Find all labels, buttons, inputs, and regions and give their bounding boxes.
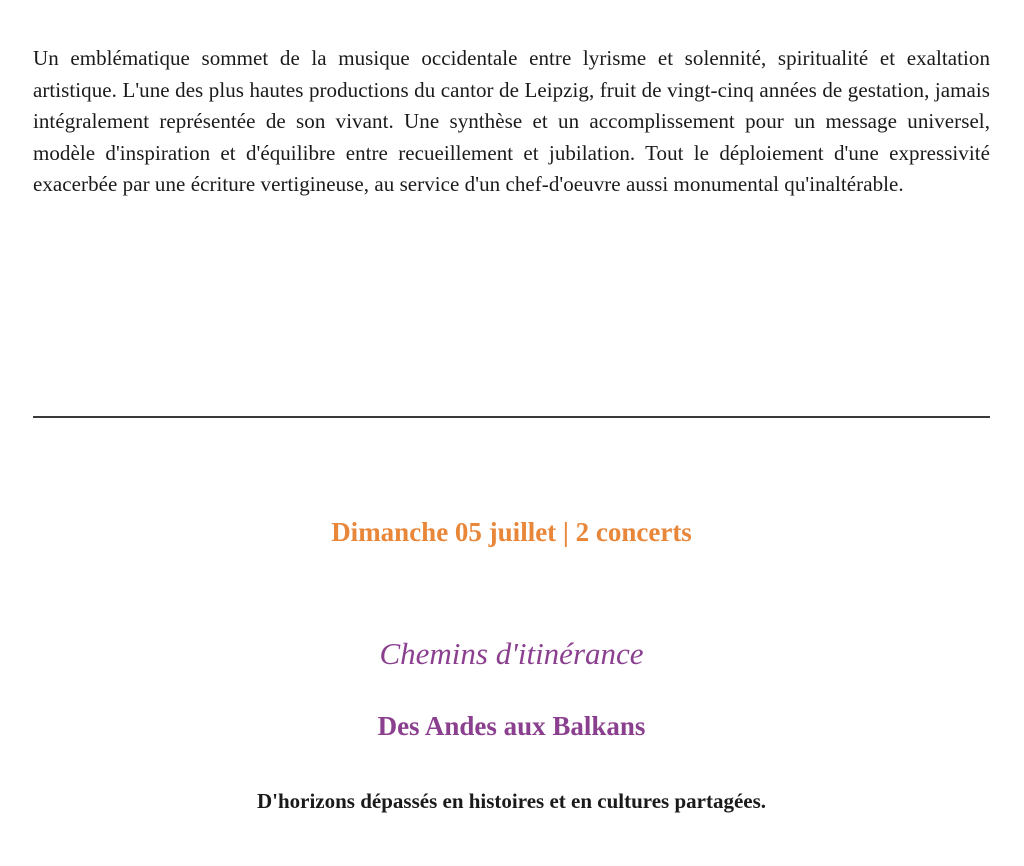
concert-subtitle: Des Andes aux Balkans [377, 711, 646, 741]
concert-tagline: D'horizons dépassés en histoires et en cultures partagées. [256, 789, 767, 813]
concert-title: Chemins d'itinérance [379, 636, 644, 671]
section-separator [33, 416, 990, 418]
event-date-heading: Dimanche 05 juillet | 2 concerts [331, 517, 692, 547]
intro-paragraph: Un emblématique sommet de la musique occidentale entre lyrisme et solennité, spiritualité et exaltation artistique. L'une des plus hautes productions du cantor de Leipzig, fruit de vingt-cinq années de gestation, jamais intégralement représentée de son vivant. Une synthèse et un accomplissement pour un message universel, modèle d'inspiration et d'équilibre entre recueillement et jubilation. Tout le déploiement d'une expressivité exacerbée par une écriture vertigineuse, au service d'un chef-d'oeuvre aussi monumental qu'inaltérable. [33, 46, 990, 196]
document-page [33, 0, 990, 866]
